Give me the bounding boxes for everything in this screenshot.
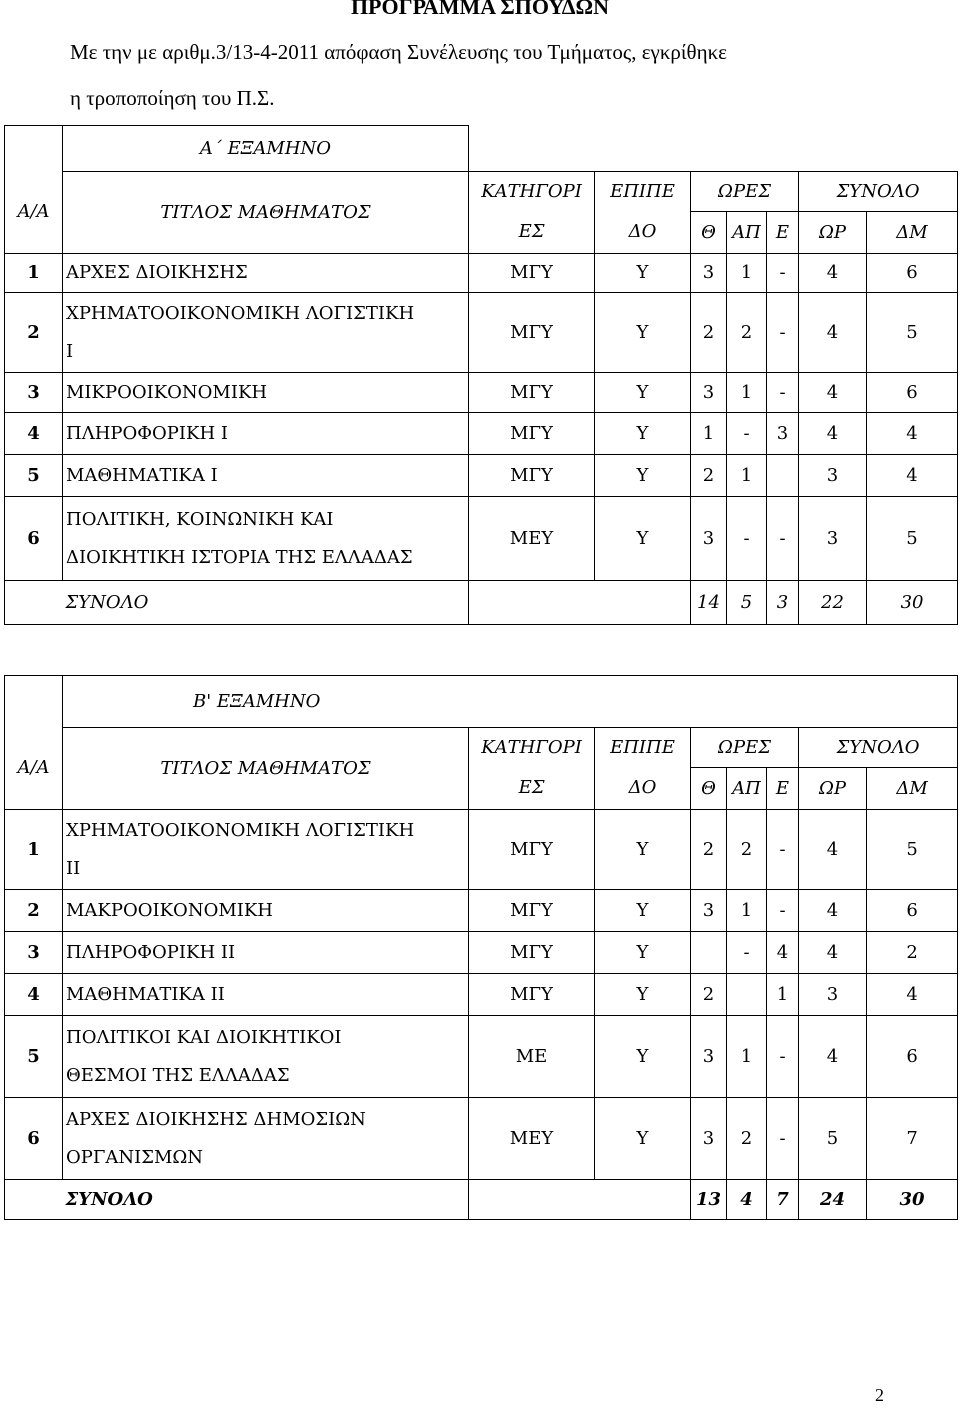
course-title: ΠΛΗΡΟΦΟΡΙΚΗ Ι	[63, 413, 469, 455]
total-theta: 13	[691, 1180, 727, 1220]
total-ap: 5	[727, 581, 767, 625]
hours-e: 3	[767, 413, 799, 455]
total-theta: 14	[691, 581, 727, 625]
course-level: Υ	[595, 254, 691, 293]
total-dm: 5	[867, 810, 958, 890]
header-hours: ΩΡΕΣ	[691, 172, 799, 212]
row-aa: 5	[5, 1016, 63, 1098]
hours-ap: 1	[727, 254, 767, 293]
hours-theta: 3	[691, 1098, 727, 1180]
total-wr: 4	[799, 373, 867, 413]
total-dm: 5	[867, 497, 958, 581]
hours-e: -	[767, 890, 799, 932]
table-row	[5, 497, 958, 581]
course-level: Υ	[595, 293, 691, 373]
course-category: ΜΓΥ	[469, 254, 595, 293]
course-level: Υ	[595, 413, 691, 455]
header-aa: Α/Α	[5, 728, 63, 810]
hours-theta: 3	[691, 890, 727, 932]
course-title-line-2: ΟΡΓΑΝΙΣΜΩΝ	[66, 1146, 204, 1168]
header-dm: ΔΜ	[867, 768, 958, 810]
total-wr-sum: 22	[799, 581, 867, 625]
total-e: 3	[767, 581, 799, 625]
course-level: Υ	[595, 810, 691, 890]
course-level: Υ	[595, 373, 691, 413]
header-wr: ΩΡ	[799, 768, 867, 810]
row-aa: 5	[5, 455, 63, 497]
course-category: ΜΓΥ	[469, 890, 595, 932]
course-category: ΜΓΥ	[469, 974, 595, 1016]
hours-theta: 3	[691, 373, 727, 413]
header-level: ΕΠΙΠΕ	[595, 172, 691, 212]
table-row	[5, 974, 958, 1016]
hours-theta: 3	[691, 254, 727, 293]
header-category-2: ΕΣ	[469, 212, 595, 254]
header-theta: Θ	[691, 768, 727, 810]
total-dm: 6	[867, 890, 958, 932]
header-ap: ΑΠ	[727, 212, 767, 254]
course-category: ΜΓΥ	[469, 373, 595, 413]
course-category: ΜΕΥ	[469, 1098, 595, 1180]
total-dm-sum: 30	[867, 581, 958, 625]
row-aa: 4	[5, 974, 63, 1016]
hours-e: -	[767, 1098, 799, 1180]
course-title: ΜΑΚΡΟΟΙΚΟΝΟΜΙΚΗ	[63, 890, 469, 932]
total-dm: 6	[867, 1016, 958, 1098]
hours-theta: 1	[691, 413, 727, 455]
header-wr: ΩΡ	[799, 212, 867, 254]
total-dm: 2	[867, 932, 958, 974]
total-wr: 4	[799, 293, 867, 373]
total-wr: 4	[799, 1016, 867, 1098]
header-aa: Α/Α	[5, 172, 63, 254]
header-category-2: ΕΣ	[469, 768, 595, 810]
header-level: ΕΠΙΠΕ	[595, 728, 691, 768]
header-category: ΚΑΤΗΓΟΡΙ	[469, 728, 595, 768]
hours-e: -	[767, 373, 799, 413]
total-dm: 4	[867, 413, 958, 455]
row-aa: 6	[5, 497, 63, 581]
total-wr: 5	[799, 1098, 867, 1180]
total-ap: 4	[727, 1180, 767, 1220]
course-title: ΜΑΘΗΜΑΤΙΚΑ Ι	[63, 455, 469, 497]
header-category: ΚΑΤΗΓΟΡΙ	[469, 172, 595, 212]
hours-theta: 3	[691, 497, 727, 581]
hours-ap: 1	[727, 373, 767, 413]
course-title: ΜΑΘΗΜΑΤΙΚΑ ΙΙ	[63, 974, 469, 1016]
intro-line-1: Με την με αριθμ.3/13-4-2011 απόφαση Συνέλευσης του Τμήματος, εγκρίθηκε	[70, 40, 727, 64]
header-ap: ΑΠ	[727, 768, 767, 810]
hours-theta: 2	[691, 455, 727, 497]
row-aa: 3	[5, 373, 63, 413]
header-hours: ΩΡΕΣ	[691, 728, 799, 768]
total-dm: 6	[867, 254, 958, 293]
hours-theta: 3	[691, 1016, 727, 1098]
table-row	[5, 1098, 958, 1180]
total-e: 7	[767, 1180, 799, 1220]
table-row	[5, 254, 958, 293]
total-wr: 4	[799, 890, 867, 932]
course-title: ΜΙΚΡΟΟΙΚΟΝΟΜΙΚΗ	[63, 373, 469, 413]
hours-e: -	[767, 497, 799, 581]
total-wr: 3	[799, 974, 867, 1016]
course-level: Υ	[595, 890, 691, 932]
total-wr: 3	[799, 455, 867, 497]
course-title-line-2: ΔΙΟΙΚΗΤΙΚΗ ΙΣΤΟΡΙΑ ΤΗΣ ΕΛΛΑΔΑΣ	[66, 546, 413, 568]
total-wr: 3	[799, 497, 867, 581]
course-title-line-2: ΙΙ	[66, 857, 81, 879]
header-e: Ε	[767, 768, 799, 810]
table-row	[5, 413, 958, 455]
course-title-line-2: ΘΕΣΜΟΙ ΤΗΣ ΕΛΛΑΔΑΣ	[66, 1064, 290, 1086]
course-title-line-1: ΠΟΛΙΤΙΚΗ, ΚΟΙΝΩΝΙΚΗ ΚΑΙ	[66, 508, 334, 530]
total-dm: 4	[867, 455, 958, 497]
hours-e	[767, 455, 799, 497]
hours-e: -	[767, 293, 799, 373]
row-aa: 2	[5, 293, 63, 373]
header-e: Ε	[767, 212, 799, 254]
table-row	[5, 1016, 958, 1098]
total-label: ΣΥΝΟΛΟ	[63, 581, 469, 625]
course-category: ΜΕ	[469, 1016, 595, 1098]
row-aa: 1	[5, 254, 63, 293]
hours-ap: -	[727, 413, 767, 455]
header-level-2: ΔΟ	[595, 212, 691, 254]
course-level: Υ	[595, 497, 691, 581]
hours-ap: -	[727, 932, 767, 974]
header-dm: ΔΜ	[867, 212, 958, 254]
hours-e: -	[767, 810, 799, 890]
header-total: ΣΥΝΟΛΟ	[799, 172, 958, 212]
course-category: ΜΓΥ	[469, 413, 595, 455]
table-row	[5, 810, 958, 890]
course-category: ΜΕΥ	[469, 497, 595, 581]
hours-ap: 2	[727, 810, 767, 890]
hours-ap: -	[727, 497, 767, 581]
course-title: ΑΡΧΕΣ ΔΙΟΙΚΗΣΗΣ	[63, 254, 469, 293]
total-row	[5, 1180, 958, 1220]
total-dm: 5	[867, 293, 958, 373]
hours-ap: 2	[727, 1098, 767, 1180]
header-theta: Θ	[691, 212, 727, 254]
course-level: Υ	[595, 1098, 691, 1180]
course-category: ΜΓΥ	[469, 293, 595, 373]
table-row	[5, 455, 958, 497]
hours-e: -	[767, 254, 799, 293]
course-title-line-1: ΧΡΗΜΑΤΟΟΙΚΟΝΟΜΙΚΗ ΛΟΓΙΣΤΙΚΗ	[66, 819, 415, 841]
header-total: ΣΥΝΟΛΟ	[799, 728, 958, 768]
hours-theta: 2	[691, 293, 727, 373]
semester-b-title: Β' ΕΞΑΜΗΝΟ	[63, 676, 958, 728]
course-title-line-2: Ι	[66, 340, 74, 362]
row-aa: 2	[5, 890, 63, 932]
total-dm: 6	[867, 373, 958, 413]
course-category: ΜΓΥ	[469, 932, 595, 974]
semester-a-title: Α΄ ΕΞΑΜΗΝΟ	[63, 126, 469, 172]
total-wr: 4	[799, 810, 867, 890]
course-level: Υ	[595, 974, 691, 1016]
table-row	[5, 932, 958, 974]
course-title: ΠΛΗΡΟΦΟΡΙΚΗ ΙΙ	[63, 932, 469, 974]
table-row	[5, 293, 958, 373]
hours-theta	[691, 932, 727, 974]
semester-b-empty-cell	[5, 676, 63, 728]
header-level-2: ΔΟ	[595, 768, 691, 810]
total-wr: 4	[799, 413, 867, 455]
course-category: ΜΓΥ	[469, 810, 595, 890]
course-title-line-1: ΠΟΛΙΤΙΚΟΙ ΚΑΙ ΔΙΟΙΚΗΤΙΚΟΙ	[66, 1026, 342, 1048]
page-number: 2	[875, 1385, 884, 1405]
total-dm-sum: 30	[867, 1180, 958, 1220]
row-aa: 6	[5, 1098, 63, 1180]
hours-ap: 1	[727, 890, 767, 932]
hours-e: 1	[767, 974, 799, 1016]
hours-ap: 2	[727, 293, 767, 373]
row-aa: 4	[5, 413, 63, 455]
row-aa: 3	[5, 932, 63, 974]
semester-a-empty-cell	[5, 126, 63, 172]
course-title	[63, 1016, 469, 1098]
hours-e: -	[767, 1016, 799, 1098]
intro-line-2: η τροποποίηση του Π.Σ.	[70, 86, 275, 110]
course-level: Υ	[595, 1016, 691, 1098]
hours-ap: 1	[727, 1016, 767, 1098]
course-title-line-1: ΧΡΗΜΑΤΟΟΙΚΟΝΟΜΙΚΗ ΛΟΓΙΣΤΙΚΗ	[66, 302, 415, 324]
total-wr-sum: 24	[799, 1180, 867, 1220]
semester-b-table	[4, 675, 958, 1220]
header-title: ΤΙΤΛΟΣ ΜΑΘΗΜΑΤΟΣ	[63, 728, 469, 810]
header-title: ΤΙΤΛΟΣ ΜΑΘΗΜΑΤΟΣ	[63, 172, 469, 254]
course-title	[63, 293, 469, 373]
total-wr: 4	[799, 254, 867, 293]
course-level: Υ	[595, 455, 691, 497]
hours-ap: 1	[727, 455, 767, 497]
hours-theta: 2	[691, 810, 727, 890]
course-title-line-1: ΑΡΧΕΣ ΔΙΟΙΚΗΣΗΣ ΔΗΜΟΣΙΩΝ	[66, 1108, 366, 1130]
total-dm: 7	[867, 1098, 958, 1180]
hours-e: 4	[767, 932, 799, 974]
hours-ap	[727, 974, 767, 1016]
table-row	[5, 373, 958, 413]
page-title: ΠΡΟΓΡΑΜΜΑ ΣΠΟΥΔΩΝ	[350, 0, 610, 19]
total-wr: 4	[799, 932, 867, 974]
course-title	[63, 497, 469, 581]
row-aa: 1	[5, 810, 63, 890]
course-category: ΜΓΥ	[469, 455, 595, 497]
course-title	[63, 1098, 469, 1180]
semester-a-table	[4, 125, 958, 625]
total-dm: 4	[867, 974, 958, 1016]
total-label: ΣΥΝΟΛΟ	[63, 1180, 469, 1220]
hours-theta: 2	[691, 974, 727, 1016]
course-title	[63, 810, 469, 890]
total-row	[5, 581, 958, 625]
course-level: Υ	[595, 932, 691, 974]
table-row	[5, 890, 958, 932]
